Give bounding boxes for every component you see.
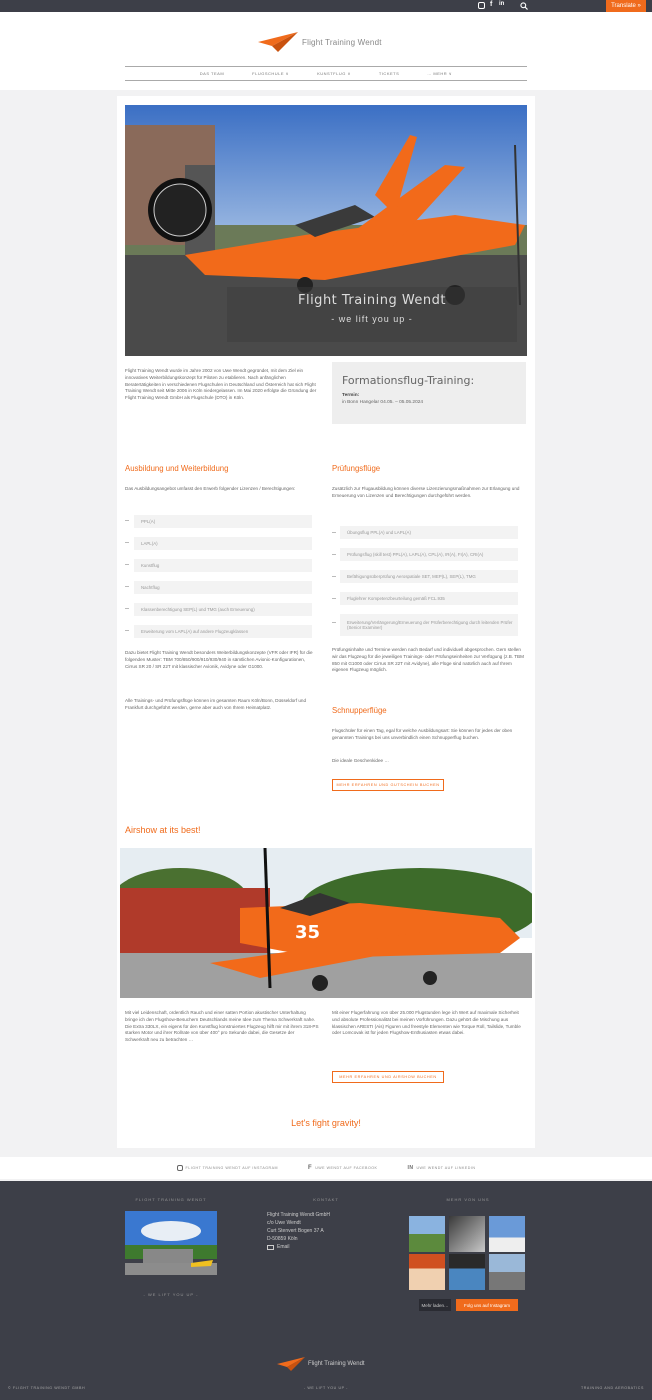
- pruefung-para: Prüfungsinhalte und Termine werden nach Bedarf und individuell abgesprochen. Gern stellen wir das Flugzeug für die jeweiligen Trainings- oder Prüfungseinheiten zur Verfügung (z.B. TBM 850 mit G1000 oder Cirrus SR 22T mit Avidyne), alle Flüge sind natürlich auch auf Ihrem eigenen Flugzeug möglich.: [332, 647, 524, 673]
- footer-email-label: Email: [277, 1244, 290, 1250]
- footer-more-heading: MEHR VON UNS: [446, 1197, 490, 1202]
- linkedin-icon[interactable]: in: [499, 1, 505, 7]
- paper-plane-logo-icon: [258, 32, 298, 52]
- translate-button[interactable]: Translate »: [606, 0, 646, 12]
- address-line: c/o Uwe Wendt: [267, 1220, 301, 1226]
- gallery-thumb[interactable]: [409, 1254, 445, 1290]
- load-more-button[interactable]: Mehr laden…: [419, 1299, 451, 1311]
- gutschein-button[interactable]: MEHR ERFAHREN UND GUTSCHEIN BUCHEN: [332, 779, 444, 791]
- pruefung-intro: Zusätzlich zur Flugausbildung können diverse Lizenzierungsmaßnahmen zur Erlangung und Erneuerung von Lizenzen und Berechtigungen durchgeführt werden.: [332, 486, 520, 498]
- facebook-icon[interactable]: f: [490, 1, 493, 8]
- nav-item-kunstflug[interactable]: KUNSTFLUG ∨: [317, 70, 351, 76]
- gallery-thumb[interactable]: [409, 1216, 445, 1252]
- ausbildung-heading: Ausbildung und Weiterbildung: [125, 464, 229, 473]
- hero-title: Flight Training Wendt: [297, 293, 447, 308]
- formation-label: Termin:: [342, 393, 360, 398]
- ausbildung-para1: Dazu bietet Flight Training Wendt besonders Weiterbildungskonzepte (VFR oder IFR) für die folgenden Muster: TBM 700/850/900/910/930/940 in sämtlichen Avionic-Konfigurationen, Cirrus SR 20 / SR 22T mit klassischer Avionik, Avidyne oder G1000.: [125, 650, 313, 669]
- list-item: Kunstflug: [134, 559, 312, 572]
- site-logo[interactable]: [258, 32, 382, 52]
- instagram-icon: [177, 1165, 183, 1171]
- list-item: Erweiterung vom LAPL(A) auf andere Flugzeugklassen: [134, 625, 312, 638]
- social-instagram-link[interactable]: [177, 1165, 279, 1171]
- list-item: Befähigungsüberprüfung Aerospatiale SET, MEP(L), SEP(L), TMG: [340, 570, 518, 583]
- gallery-thumb[interactable]: [489, 1254, 525, 1290]
- ausbildung-intro: Das Ausbildungsangebot umfasst den Erwerb folgender Lizenzen / Berechtigungen:: [125, 486, 296, 491]
- social-facebook-link[interactable]: [308, 1165, 377, 1171]
- social-facebook-label: UWE WENDT AUF FACEBOOK: [315, 1166, 378, 1170]
- footer-logo-text: Flight Training Wendt: [308, 1361, 365, 1367]
- airshow-heading: Airshow at its best!: [125, 825, 201, 835]
- social-linkedin-link[interactable]: [407, 1165, 475, 1171]
- hero-caption: [227, 287, 517, 342]
- footer-col1-tagline: - WE LIFT YOU UP -: [143, 1292, 199, 1297]
- footer-logo[interactable]: [277, 1357, 365, 1371]
- instagram-icon[interactable]: [478, 2, 485, 9]
- list-item: Nachtflug: [134, 581, 312, 594]
- gallery-thumb[interactable]: [449, 1216, 485, 1252]
- list-item: Fluglehrer Kompetenzbeurteilung gemäß FCL.935: [340, 592, 518, 605]
- airshow-button[interactable]: MEHR ERFAHREN UND AIRSHOW BUCHEN: [332, 1071, 444, 1083]
- airshow-right-text: Mit einer Flugerfahrung von über 25.000 Flugstunden lege ich Wert auf maximale Sicherheit und absolute Professionalität bei meinen Vorführungen. Dazu gehört die Mischung aus klassischen ARESTI (Ais) Figuren und freestyle Elementen wie Torque Roll, Tailslide, Tumble oder Lomcovak ist für jeden Flugshow-Enthusiasten etwas dabei.: [332, 1010, 521, 1036]
- intro-text: Flight Training Wendt wurde im Jahre 2002 von Uwe Wendt gegründet, mit dem Ziel ein innovatives Weiterbildungskonzept für Piloten zu etablieren. Nach anfänglichen Beratertätigkeiten in verschiedenen Flugschulen in Deutschland und Österreich hat sich Flight Training Wendt seit Mitte 2006 in Köln niedergelassen. Im Mai 2020 erfolgte die Gründung der Flight Training Wendt GmbH als Flugschule (DTO) in Köln.: [125, 368, 317, 401]
- footer-email-link[interactable]: [267, 1243, 385, 1251]
- copyright: © FLIGHT TRAINING WENDT GMBH: [8, 1386, 86, 1390]
- facebook-icon: F: [308, 1165, 313, 1171]
- schnupper-heading: Schnupperflüge: [332, 706, 387, 715]
- pruefung-heading: Prüfungsflüge: [332, 464, 381, 473]
- airshow-image-extra-330lx: [120, 848, 532, 998]
- address-line: Flight Training Wendt GmbH: [267, 1212, 330, 1218]
- envelope-icon: [267, 1245, 274, 1250]
- top-bar: [0, 0, 652, 12]
- social-linkedin-label: UWE WENDT AUF LINKEDIN: [416, 1166, 476, 1170]
- formation-date: in Bonn Hangelar 04.05. – 05.05.2024: [342, 400, 424, 405]
- nav-item-tickets[interactable]: TICKETS: [378, 70, 400, 76]
- list-item: Übungsflug PPL(A) und LAPL(A): [340, 526, 518, 539]
- ausbildung-para2: Alle Trainings- und Prüfungsflüge können im gesamten Raum Köln/Bonn, Düsseldorf und Frankfurt durchgeführt werden, gerne aber auch von Ihrem Heimatplatz.: [125, 698, 307, 710]
- address-line: D-50859 Köln: [267, 1236, 298, 1242]
- address-line: Curt Stenvert Bogen 37 A: [267, 1228, 324, 1234]
- nav-divider-top: [125, 66, 527, 67]
- hero-subtitle: - we lift you up -: [331, 314, 413, 324]
- formation-box: [332, 362, 526, 424]
- schnupper-para2: Die ideale Geschenkidee …: [332, 758, 389, 763]
- linkedin-icon: IN: [407, 1165, 414, 1171]
- svg-text:35: 35: [295, 922, 321, 943]
- search-icon[interactable]: [520, 2, 528, 10]
- social-instagram-label: FLIGHT TRAINING WENDT AUF INSTAGRAM: [185, 1166, 279, 1170]
- social-bar: [0, 1157, 652, 1179]
- nav-item-mehr[interactable]: … MEHR ∨: [427, 70, 453, 76]
- gallery-thumb[interactable]: [489, 1216, 525, 1252]
- nav-item-flugschule[interactable]: FLUGSCHULE ∨: [252, 70, 290, 76]
- follow-instagram-button[interactable]: Folg uns auf Instagram: [456, 1299, 518, 1311]
- list-item: Erweiterung/Verlängerung/Erneuerung der Prüferberechtigung durch leitenden Prüfer (Senior Examiner): [340, 614, 518, 636]
- instagram-gallery: [409, 1216, 527, 1290]
- footer-address: [267, 1211, 385, 1251]
- nav-item-team[interactable]: DAS TEAM: [199, 70, 225, 76]
- list-item: Prüfungsflug (skill test) PPL(A), LAPL(A), CPL(A), IR(A), FI(A), CRI(A): [340, 548, 518, 561]
- paper-plane-logo-icon: [277, 1357, 305, 1371]
- gallery-thumb[interactable]: [449, 1254, 485, 1290]
- footer-col1-heading: FLIGHT TRAINING WENDT: [135, 1197, 207, 1202]
- formation-title: Formationsflug-Training:: [342, 374, 475, 387]
- footer-bottom-right: TRAINING AND AEROBATICS: [580, 1386, 644, 1390]
- schnupper-para: Flugschüler für einen Tag, egal für welche Ausbildungsart: Sie können für jedes der oben genannten Trainings bei uns unverbindlich einen Schnupperflug buchen.: [332, 728, 513, 740]
- airshow-tagline: Let's fight gravity!: [291, 1118, 361, 1128]
- airshow-left-text: Mit viel Leidenschaft, ordentlich Rauch und einer satten Portion akustischer Unterhaltung bringe ich den Flugshow-Besuchern Deutschlands meine Idee zum Thema Schwerkraft nahe. Die Extra 330LX, ein eigens für den Kunstflug konstruiertes Flugzeug hilft mir mit ihrem 318-PS starken Motor und ihrer Rollrate von über 400° pro Sekunde dabei, die Gesetze der Schwerkraft neu zu betrachten …: [125, 1010, 319, 1043]
- list-item: Klassenberechtigung SEP(L) und TMG (auch Erneuerung): [134, 603, 312, 616]
- footer-hangar-image: [125, 1211, 217, 1275]
- list-item: PPL(A): [134, 515, 312, 528]
- footer-contact-heading: KONTAKT: [313, 1197, 339, 1202]
- nav-divider-bottom: [125, 80, 527, 81]
- list-item: LAPL(A): [134, 537, 312, 550]
- footer-bottom-tagline: - WE LIFT YOU UP -: [304, 1386, 348, 1390]
- main-nav: [125, 68, 527, 78]
- logo-text: Flight Training Wendt: [302, 37, 382, 47]
